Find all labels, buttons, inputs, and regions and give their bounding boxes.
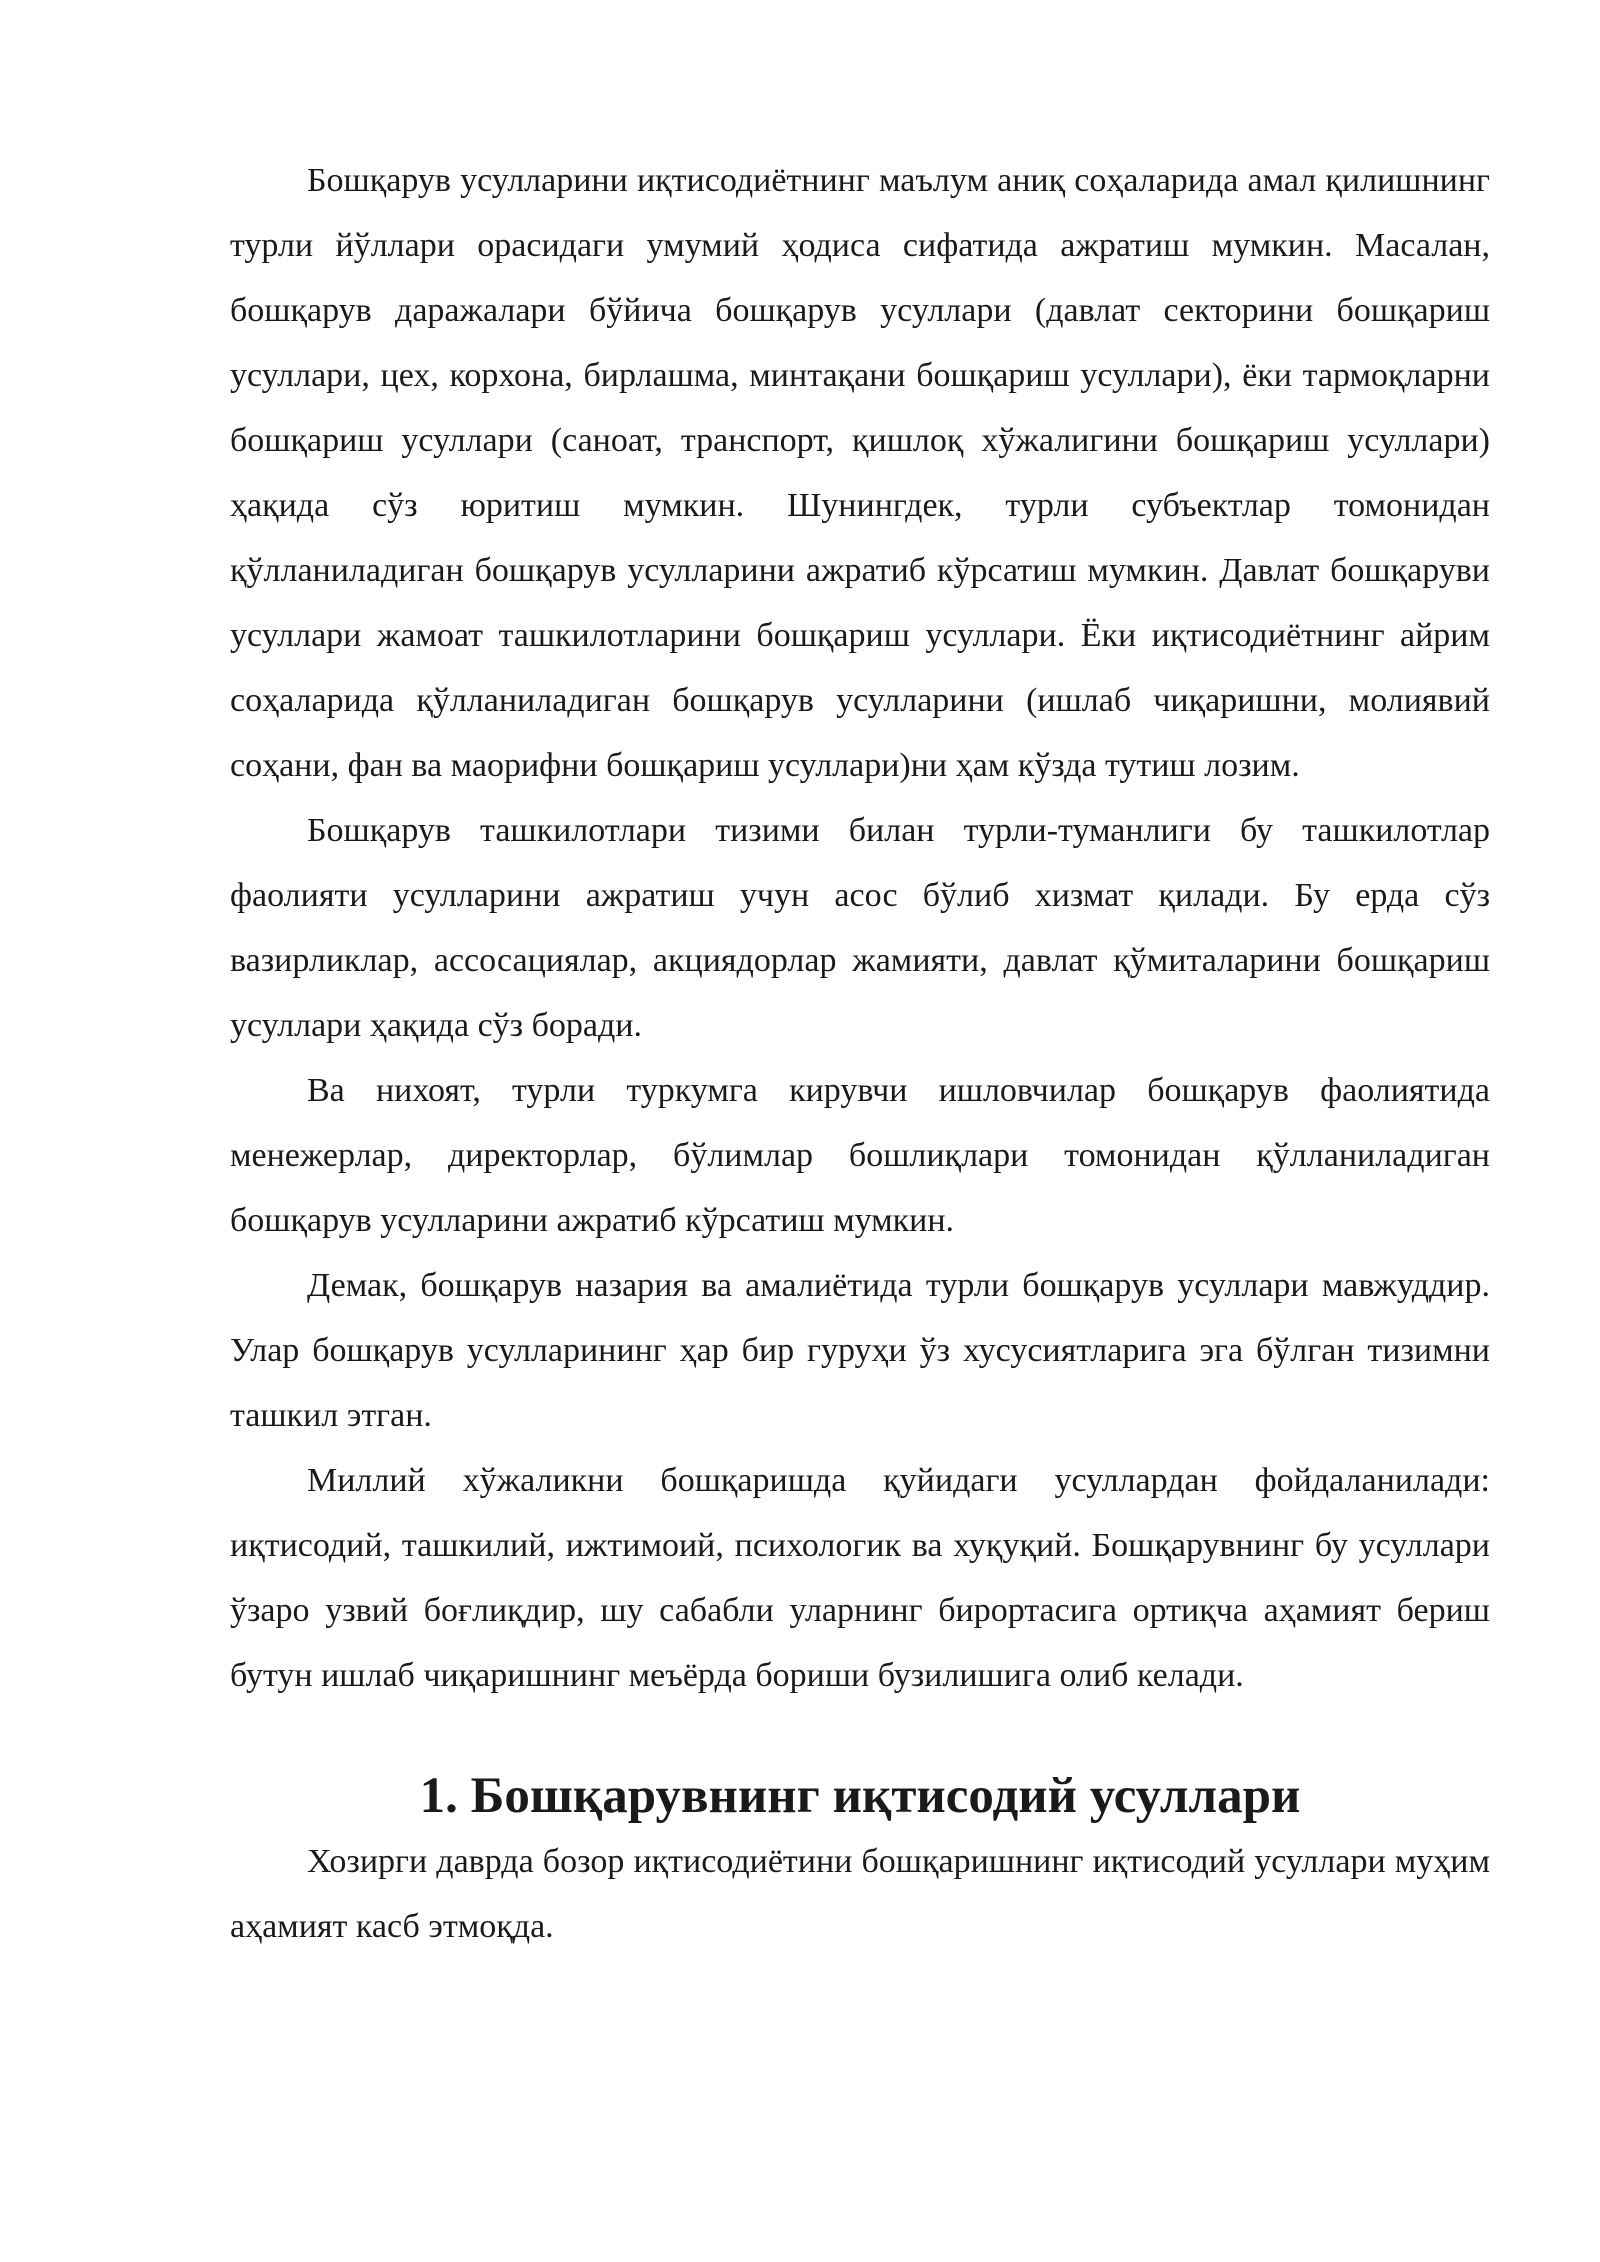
document-page [230,148,1490,1959]
paragraph-economic-methods-intro: Хозирги даврда бозор иқтисодиётини бошқаришнинг иқтисодий усуллари муҳим аҳамият касб этмоқда. [230,1843,1490,1945]
paragraph-organization-systems: Бошқарув ташкилотлари тизими билан турли-туманлиги бу ташкилотлар фаолияти усулларини ажратиш учун асос бўлиб хизмат қилади. Бу ерда сўз вазирликлар, ассосациялар, акциядорлар жамияти, давлат қўмиталарини бошқариш усуллари ҳақида сўз боради. [230,812,1490,1044]
section-heading: 1. Бошқарувнинг иқтисодий усуллари [419,1768,1301,1824]
paragraph-worker-categories: Ва нихоят, турли туркумга кирувчи ишловчилар бошқарув фаолиятида менежерлар, директорлар, бўлимлар бошлиқлари томонидан қўлланиладиган бошқарув усулларини ажратиб кўрсатиш мумкин. [230,1072,1490,1239]
paragraph-national-economy: Миллий хўжаликни бошқаришда қуйидаги усуллардан фойдаланилади: иқтисодий, ташкилий, ижтимоий, психологик ва хуқуқий. Бошқарувнинг бу усуллари ўзаро узвий боғлиқдир, шу сабабли уларнинг бирортасига ортиқча аҳамият бериш бутун ишлаб чиқаришнинг меъёрда бориши бузилишига олиб келади. [230,1462,1490,1694]
paragraph-conclusion: Демак, бошқарув назария ва амалиётида турли бошқарув усуллари мавжуддир. Улар бошқарув усулларининг ҳар бир гуруҳи ўз хусусиятларига эга бўлган тизимни ташкил этган. [230,1267,1490,1434]
paragraph-methods-by-sector: Бошқарув усулларини иқтисодиётнинг маълум аниқ соҳаларида амал қилишнинг турли йўллари орасидаги умумий ҳодиса сифатида ажратиш мумкин. Масалан, бошқарув даражалари бўйича бошқарув усуллари (давлат секторини бошқариш усуллари, цех, корхона, бирлашма, минтақани бошқариш усуллари), ёки тармоқларни бошқариш усуллари (саноат, транспорт, қишлоқ хўжалигини бошқариш усуллари) ҳақида сўз юритиш мумкин. Шунингдек, турли субъектлар томонидан қўлланиладиган бошқарув усулларини ажратиб кўрсатиш мумкин. Давлат бошқаруви усуллари жамоат ташкилотларини бошқариш усуллари. Ёки иқтисодиётнинг айрим соҳаларида қўлланиладиган бошқарув усулларини (ишлаб чиқаришни, молиявий соҳани, фан ва маорифни бошқариш усуллари)ни ҳам кўзда тутиш лозим. [230,162,1490,784]
